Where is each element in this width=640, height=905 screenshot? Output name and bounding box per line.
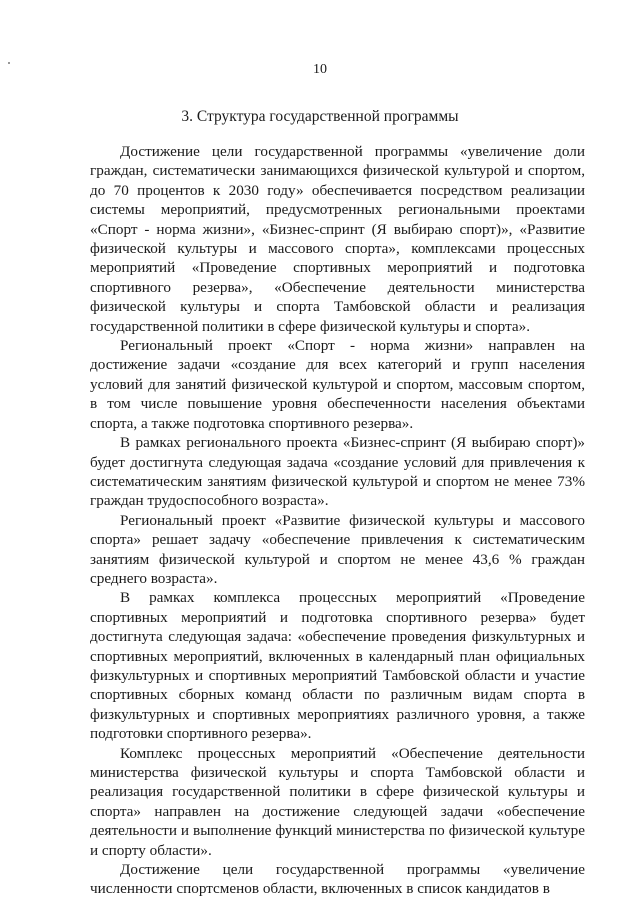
- paragraph-mass-sport-development: Региональный проект «Развитие физической культуры и массового спорта» решает задачу «обеспечение привлечения к систематическим занятиям физической культурой и спортом не менее 43,6 % граждан среднего возраста».: [90, 511, 585, 587]
- paragraph-sports-events-reserve: В рамках комплекса процессных мероприятий «Проведение спортивных мероприятий и подготовка спортивного резерва» будет достигнута следующая задача: «обеспечение проведения физкультурных и спортивных мероприятий, включенных в календарный план официальных физкультурных и спортивных мероприятий Тамбовской области и участие спортивных сборных команд области по различным видам спорта в физкультурных и спортивных мероприятиях различного уровня, а также подготовки спортивного резерва».: [90, 589, 585, 743]
- section-title: 3. Структура государственной программы: [181, 108, 459, 125]
- page-number: 10: [313, 62, 327, 77]
- paragraph-goal-achievement: Достижение цели государственной программы «увеличение доли граждан, систематически занимающихся физической культурой и спортом, до 70 процентов к 2030 году» обеспечивается посредством реализации системы мероприятий, предусмотренных региональными проектами «Спорт - норма жизни», «Бизнес-спринт (Я выбираю спорт)», «Развитие физической культуры и массового спорта», комплексами процессных мероприятий «Проведение спортивных мероприятий и подготовка спортивного резерва», «Обеспечение деятельности министерства физической культуры и спорта Тамбовской области и реализация государственной политики в сфере физической культуры и спорта».: [90, 143, 585, 335]
- paragraph-athletes-candidates: Достижение цели государственной программы «увеличение численности спортсменов области, включенных в список кандидатов в: [90, 861, 585, 898]
- paragraph-ministry-activity: Комплекс процессных мероприятий «Обеспечение деятельности министерства физической культуры и спорта Тамбовской области и реализация государственной политики в сфере физической культуры и спорта» направлен на достижение следующей задачи «обеспечение деятельности и выполнение функций министерства по физической культуре и спорту области».: [90, 744, 585, 859]
- paragraph-business-sprint: В рамках регионального проекта «Бизнес-спринт (Я выбираю спорт)» будет достигнута следующая задача «создание условий для привлечения к систематическим занятиям физической культурой и спортом не менее 73% граждан трудоспособного возраста».: [90, 434, 585, 510]
- document-body: [90, 142, 585, 899]
- paragraph-sport-norm-of-life: Региональный проект «Спорт - норма жизни» направлен на достижение задачи «создание для всех категорий и групп населения условий для занятий физической культурой и спортом, массовым спортом, в том числе повышение уровня обеспеченности населения объектами спорта, а также подготовка спортивного резерва».: [90, 337, 585, 432]
